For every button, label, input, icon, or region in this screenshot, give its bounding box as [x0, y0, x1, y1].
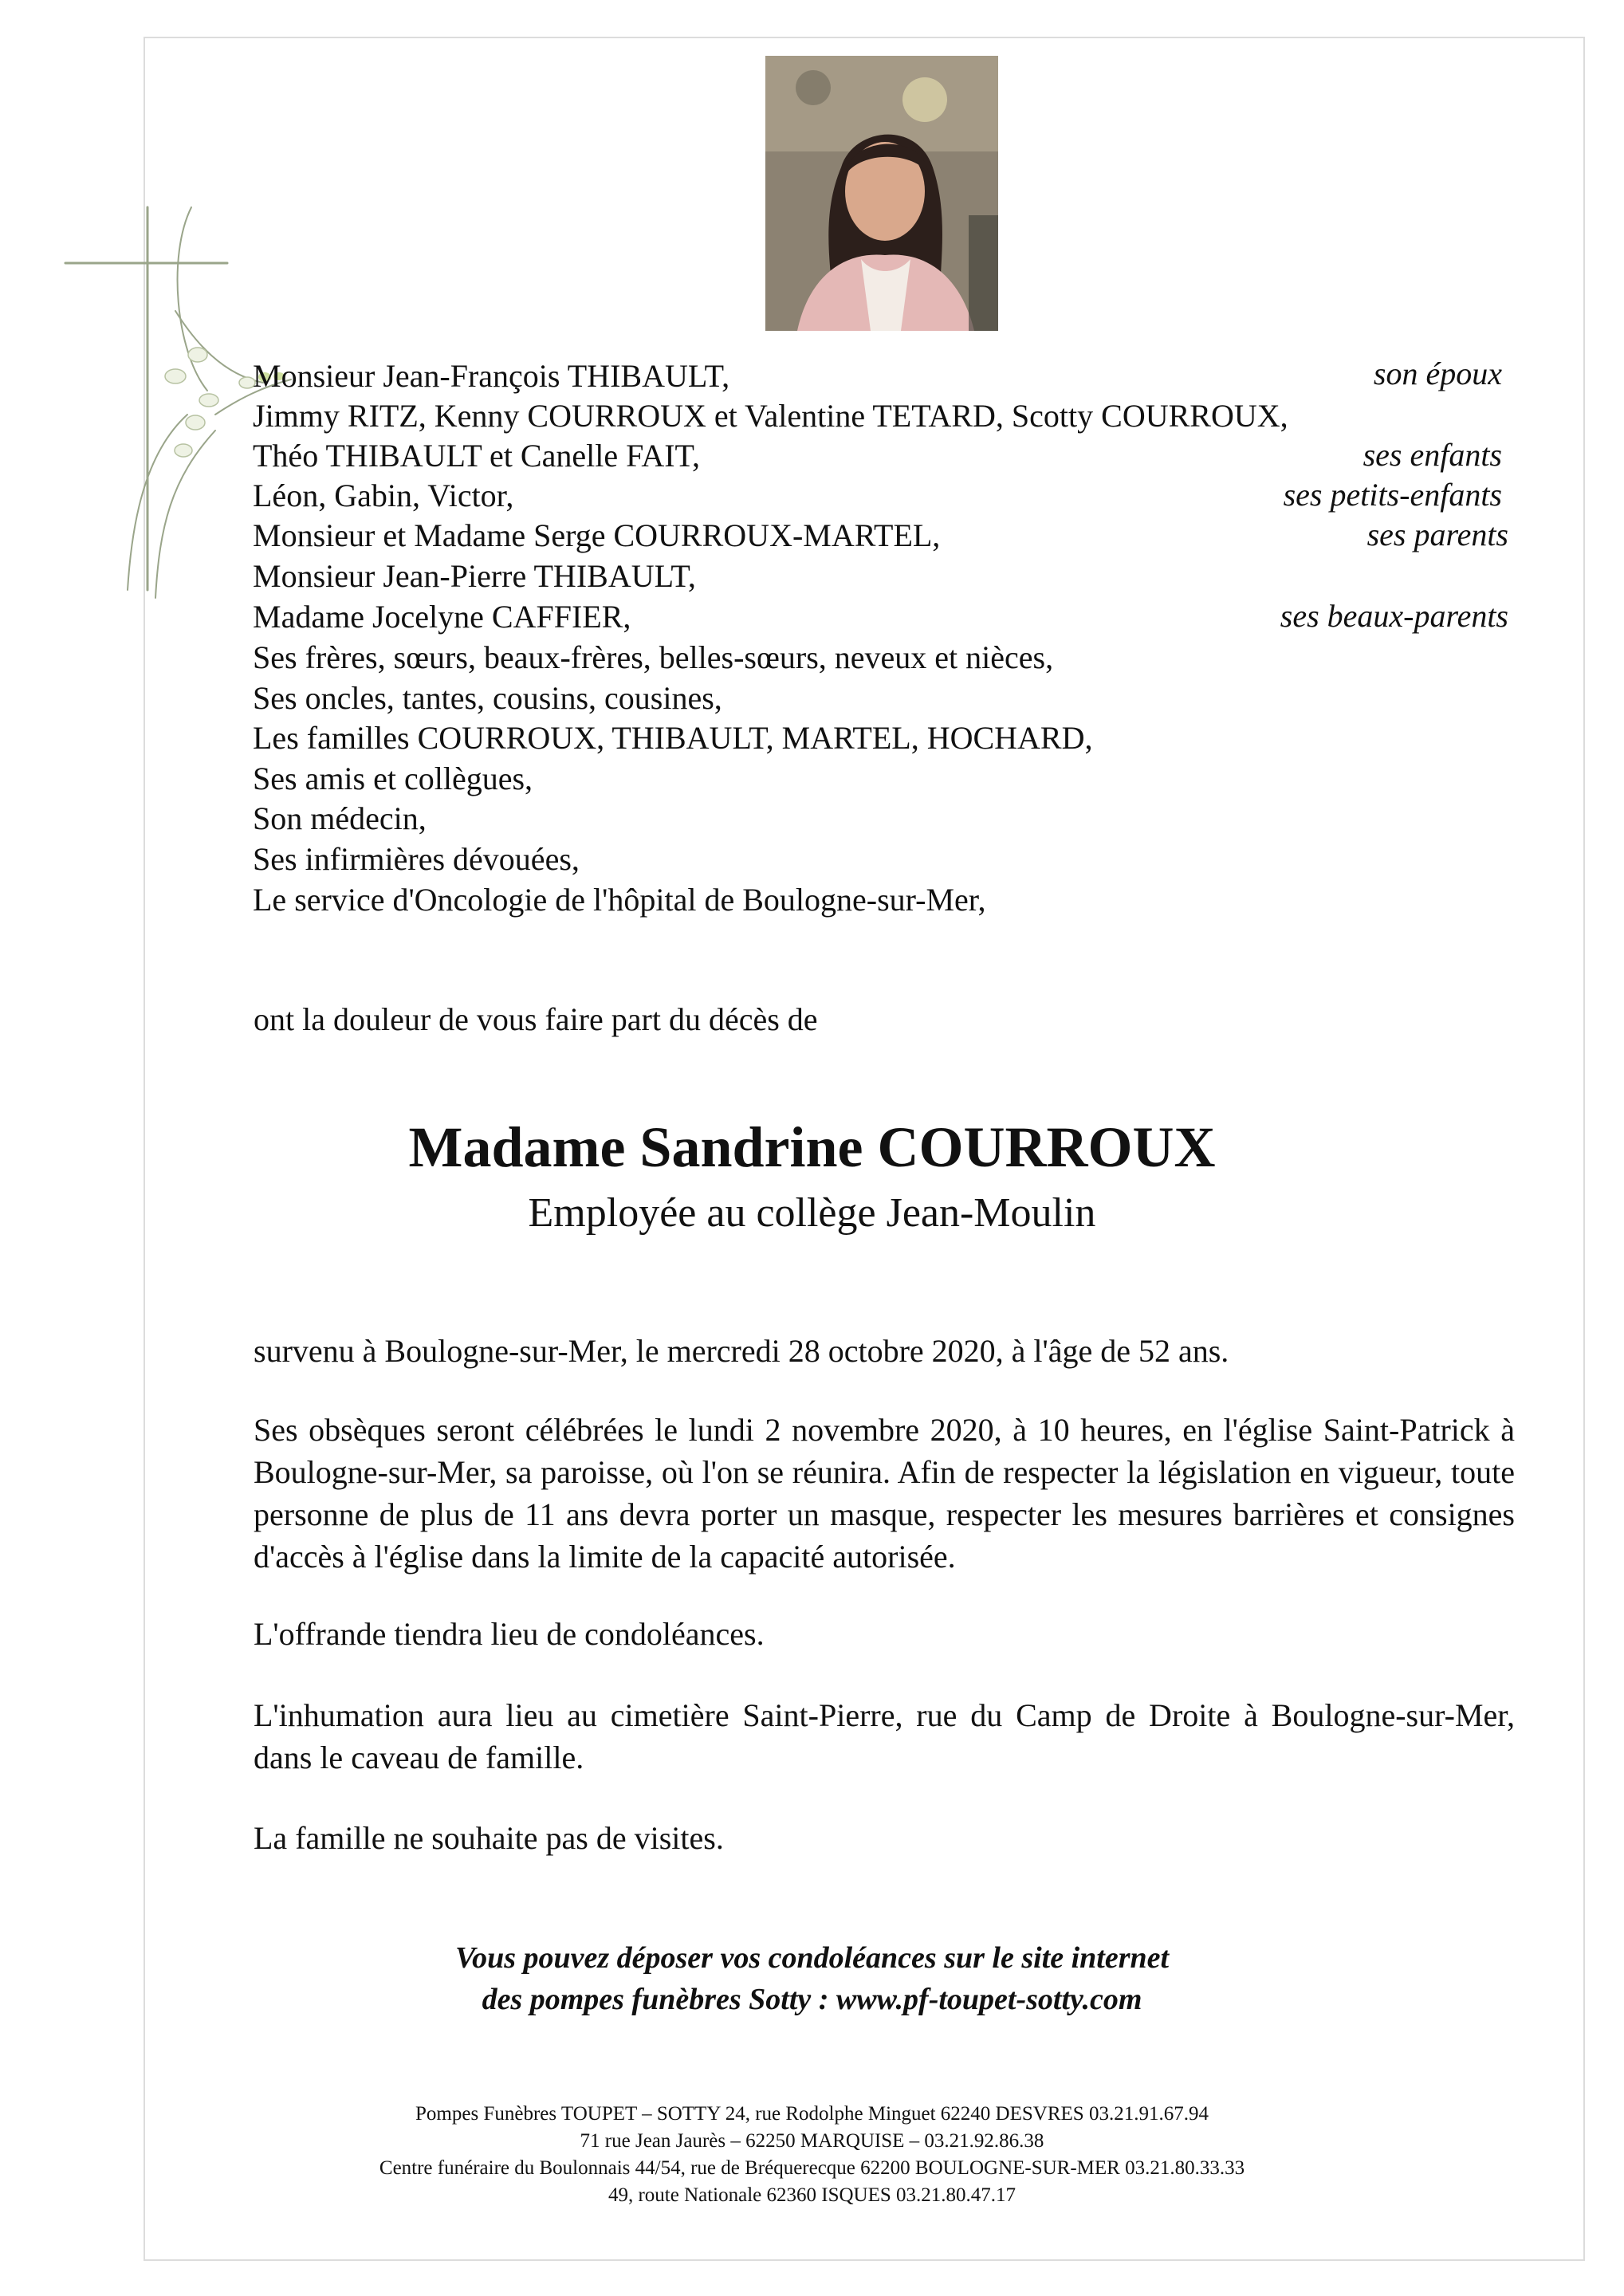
family-line: Son médecin,: [253, 800, 427, 836]
condolences-line-1: Vous pouvez déposer vos condoléances sur le site internet: [454, 1941, 1170, 1975]
offering-text: L'offrande tiendra lieu de condoléances.: [254, 1616, 765, 1652]
burial-text: L'inhumation aura lieu au cimetière Saint-Pierre, rue du Camp de Droite à Boulogne-sur-Mer, dans le caveau de famille.: [254, 1697, 1515, 1775]
footer-address: Pompes Funèbres TOUPET – SOTTY 24, rue Rodolphe Minguet 62240 DESVRES 03.21.91.67.94: [415, 2103, 1209, 2125]
funeral-details: Ses obsèques seront célébrées le lundi 2 novembre 2020, à 10 heures, en l'église Saint-Patrick à Boulogne-sur-Mer, sa paroisse, où l'on se réunira. Afin de respecter la législation en vigueur, toute personne de plus de 11 ans devra porter un masque, respecter les mesures barrières et consignes d'accès à l'église dans la limite de la capacité autorisée.: [254, 1412, 1515, 1575]
family-line: Les familles COURROUX, THIBAULT, MARTEL, HOCHARD,: [253, 720, 1093, 756]
family-line: Ses frères, sœurs, beaux-frères, belles-sœurs, neveux et nièces,: [253, 639, 1054, 675]
family-line: Jimmy RITZ, Kenny COURROUX et Valentine TETARD, Scotty COURROUX,: [253, 398, 1288, 434]
relation-parents: ses parents: [1366, 517, 1508, 552]
family-line: Ses amis et collègues,: [253, 761, 533, 796]
family-line: Madame Jocelyne CAFFIER,: [253, 599, 631, 635]
deceased-job: Employée au collège Jean-Moulin: [528, 1190, 1096, 1236]
relation-enfants: ses enfants: [1363, 437, 1502, 473]
family-line: Léon, Gabin, Victor,: [253, 478, 514, 513]
portrait-photo: [765, 56, 998, 331]
family-line: Théo THIBAULT et Canelle FAIT,: [253, 438, 701, 474]
visits-text: La famille ne souhaite pas de visites.: [254, 1820, 724, 1856]
relation-petits-enfants: ses petits-enfants: [1283, 477, 1502, 513]
death-info: survenu à Boulogne-sur-Mer, le mercredi 28 octobre 2020, à l'âge de 52 ans.: [254, 1333, 1229, 1369]
family-line: Ses infirmières dévouées,: [253, 841, 580, 877]
footer-address: 71 rue Jean Jaurès – 62250 MARQUISE – 03.21.92.86.38: [580, 2130, 1044, 2152]
family-line: Monsieur Jean-Pierre THIBAULT,: [253, 558, 696, 594]
family-line: Monsieur Jean-François THIBAULT,: [253, 358, 730, 394]
family-line: Monsieur et Madame Serge COURROUX-MARTEL,: [253, 517, 941, 553]
footer-address: Centre funéraire du Boulonnais 44/54, rue de Bréquerecque 62200 BOULOGNE-SUR-MER 03.21.80.33.33: [379, 2157, 1245, 2179]
relation-epoux: son époux: [1373, 356, 1502, 391]
footer-address: 49, route Nationale 62360 ISQUES 03.21.80.47.17: [608, 2184, 1016, 2206]
condolences-line-2: des pompes funèbres Sotty : www.pf-toupet-sotty.com: [482, 1983, 1142, 2016]
family-line: Ses oncles, tantes, cousins, cousines,: [253, 680, 722, 716]
family-line: Le service d'Oncologie de l'hôpital de Boulogne-sur-Mer,: [253, 882, 986, 918]
announcement-text: ont la douleur de vous faire part du décès de: [254, 1001, 818, 1037]
relation-beaux-parents: ses beaux-parents: [1280, 598, 1508, 634]
deceased-name: Madame Sandrine COURROUX: [408, 1115, 1216, 1179]
